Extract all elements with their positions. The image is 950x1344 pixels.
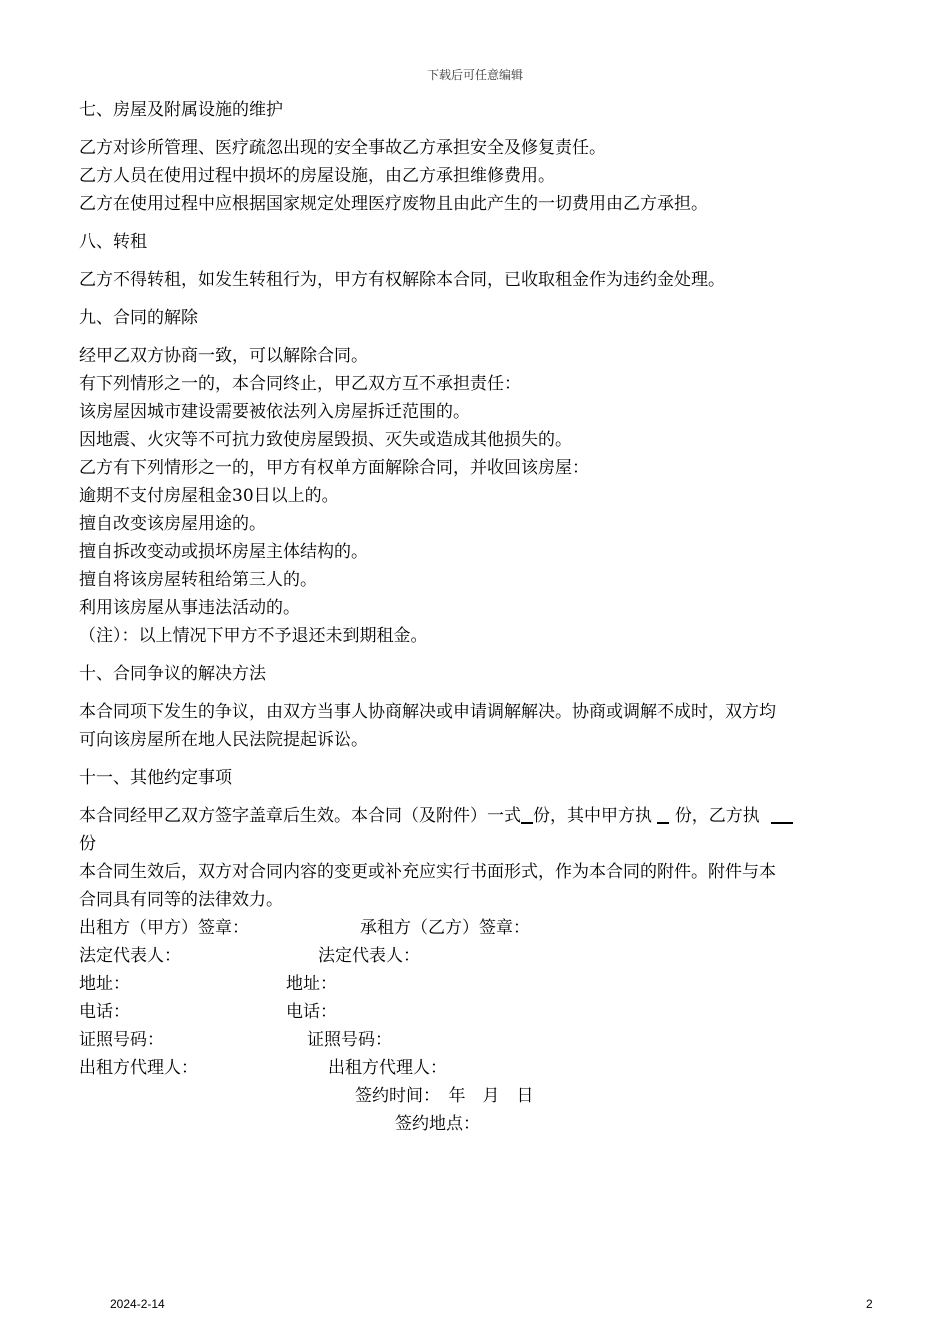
lessor-phone-label: 电话： xyxy=(79,1002,130,1022)
paragraph: 因地震、火灾等不可抗力致使房屋毁损、灭失或造成其他损失的。 xyxy=(79,430,572,450)
lessor-rep-label: 法定代表人： xyxy=(79,946,181,966)
section-8-title: 八、转租 xyxy=(79,232,147,252)
copies-paragraph xyxy=(79,802,871,858)
paragraph: 可向该房屋所在地人民法院提起诉讼。 xyxy=(79,730,368,750)
blank-line xyxy=(771,804,793,824)
paragraph: 利用该房屋从事违法活动的。 xyxy=(79,598,300,618)
section-11-title: 十一、其他约定事项 xyxy=(79,768,232,788)
page-number: 2 xyxy=(866,1297,873,1311)
lessor-id-label: 证照号码： xyxy=(79,1030,164,1050)
paragraph: （注）：以上情况下甲方不予退还未到期租金。 xyxy=(79,626,428,646)
section-10-title: 十、合同争议的解决方法 xyxy=(79,664,266,684)
section-8-body xyxy=(79,266,871,294)
section-11-body xyxy=(79,802,871,1138)
signature-row xyxy=(79,1054,871,1082)
section-9-title: 九、合同的解除 xyxy=(79,308,198,328)
footer-date: 2024-2-14 xyxy=(110,1297,165,1311)
paragraph: 合同具有同等的法律效力。 xyxy=(79,890,283,910)
paragraph: 乙方在使用过程中应根据国家规定处理医疗废物且由此产生的一切费用由乙方承担。 xyxy=(79,194,708,214)
signature-row xyxy=(79,998,871,1026)
signature-row xyxy=(79,1110,871,1138)
paragraph: 擅自将该房屋转租给第三人的。 xyxy=(79,570,317,590)
section-7-title: 七、房屋及附属设施的维护 xyxy=(79,100,283,120)
sign-place-label: 签约地点： xyxy=(395,1114,480,1134)
signature-row xyxy=(79,970,871,998)
blank-line xyxy=(521,804,533,824)
copies-text-1: 本合同经甲乙双方签字盖章后生效。本合同（及附件）一式 xyxy=(79,806,521,826)
blank-line xyxy=(657,804,669,824)
lessee-agent-label: 出租方代理人： xyxy=(328,1058,447,1078)
paragraph: 乙方不得转租，如发生转租行为，甲方有权解除本合同，已收取租金作为违约金处理。 xyxy=(79,270,725,290)
lessee-sign-label: 承租方（乙方）签章： xyxy=(360,918,530,938)
lessor-sign-label: 出租方（甲方）签章： xyxy=(79,918,249,938)
section-9-body xyxy=(79,342,871,650)
paragraph: 本合同项下发生的争议，由双方当事人协商解决或申请调解解决。协商或调解不成时，双方均 xyxy=(79,702,776,722)
signature-row xyxy=(79,914,871,942)
paragraph: 擅自改变该房屋用途的。 xyxy=(79,514,266,534)
paragraph: 擅自拆改变动或损坏房屋主体结构的。 xyxy=(79,542,368,562)
paragraph: 经甲乙双方协商一致，可以解除合同。 xyxy=(79,346,368,366)
signature-row xyxy=(79,942,871,970)
paragraph: 有下列情形之一的，本合同终止，甲乙双方互不承担责任： xyxy=(79,374,521,394)
paragraph: 乙方人员在使用过程中损坏的房屋设施，由乙方承担维修费用。 xyxy=(79,166,555,186)
signature-row xyxy=(79,1026,871,1054)
section-10-body xyxy=(79,698,871,754)
signature-row xyxy=(79,1082,871,1110)
page-header: 下载后可任意编辑 xyxy=(426,68,523,82)
section-7-body xyxy=(79,134,871,218)
lessor-address-label: 地址： xyxy=(79,974,130,994)
lessee-phone-label: 电话： xyxy=(286,1002,337,1022)
lessee-address-label: 地址： xyxy=(286,974,337,994)
paragraph: 乙方有下列情形之一的，甲方有权单方面解除合同，并收回该房屋： xyxy=(79,458,589,478)
paragraph: 本合同生效后，双方对合同内容的变更或补充应实行书面形式，作为本合同的附件。附件与本 xyxy=(79,862,776,882)
paragraph: 乙方对诊所管理、医疗疏忽出现的安全事故乙方承担安全及修复责任。 xyxy=(79,138,606,158)
sign-time-label: 签约时间： 年 月 日 xyxy=(355,1086,534,1106)
lessor-agent-label: 出租方代理人： xyxy=(79,1058,198,1078)
paragraph: 该房屋因城市建设需要被依法列入房屋拆迁范围的。 xyxy=(79,402,470,422)
lessee-rep-label: 法定代表人： xyxy=(318,946,420,966)
copies-text-3: 份，乙方执 xyxy=(674,806,760,826)
paragraph: 逾期不支付房屋租金30日以上的。 xyxy=(79,486,339,506)
copies-text-4: 份 xyxy=(79,834,96,854)
copies-text-2: 份，其中甲方执 xyxy=(533,806,652,826)
document-body xyxy=(79,96,871,1138)
lessee-id-label: 证照号码： xyxy=(307,1030,392,1050)
